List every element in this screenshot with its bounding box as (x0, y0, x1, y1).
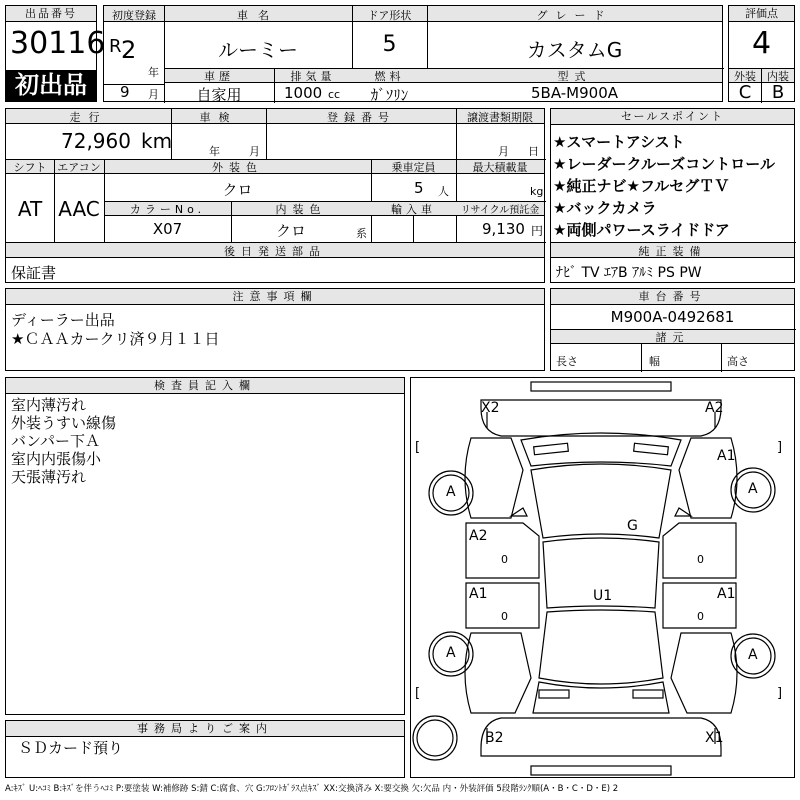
lot-section (5, 5, 106, 102)
bracket-right-top: ] (777, 440, 783, 455)
mark-x2: X2 (481, 400, 500, 416)
displacement-label: 排気量 (290, 70, 336, 83)
bracket-right-bottom: ] (777, 686, 783, 701)
mark-a1-left: A1 (469, 586, 488, 602)
capacity-label: 乗車定員 (391, 161, 436, 174)
history: 自家用 (196, 86, 242, 104)
note-line-1: ディーラー出品 (11, 311, 115, 329)
main-header-table (103, 5, 723, 102)
car-diagram-svg (411, 378, 794, 777)
height-label: 高さ (727, 355, 749, 368)
mileage-label: 走行 (69, 111, 108, 124)
equipment-label: 純正装備 (638, 245, 707, 258)
notes-label: 注意事項欄 (6, 289, 544, 305)
dimensions-label: 諸元 (655, 331, 690, 344)
zero-right-1: 0 (697, 553, 704, 566)
office-section (5, 720, 405, 778)
mark-b2: B2 (485, 730, 504, 746)
inspector-line-5: 天張薄汚れ (11, 468, 87, 486)
inspector-line-4: 室内内張傷小 (11, 450, 102, 468)
mark-u1: U1 (593, 588, 613, 604)
sales-point-3: ★純正ナビ★フルセグＴＶ (553, 177, 730, 195)
mark-a2-top: A2 (705, 400, 724, 416)
bracket-left-top: [ (415, 440, 421, 455)
month-unit: 月 (148, 88, 159, 101)
later-parts-label: 後日発送部品 (224, 245, 326, 258)
inspector-section (5, 377, 405, 715)
ext-label: 外装 (734, 70, 756, 83)
first-listing-badge (6, 70, 96, 101)
mark-tire-rr: A (748, 647, 758, 663)
score-label: 評価点 (729, 6, 794, 22)
first-listing-text: 初出品 (15, 71, 87, 99)
grade: カスタムG (526, 38, 623, 62)
int-color-label: 内装色 (275, 203, 327, 216)
grade-label: グレード (536, 9, 613, 22)
sales-point-2: ★レーダークルーズコントロール (553, 155, 775, 173)
sales-point-4: ★バックカメラ (553, 199, 657, 217)
mark-a2-left: A2 (469, 528, 488, 544)
mark-a1-right-top: A1 (717, 448, 736, 464)
mileage: 72,960 (61, 129, 131, 153)
int-color: クロ (275, 222, 306, 240)
sales-point-1: ★スマートアシスト (553, 133, 685, 151)
ac-label: エアコン (57, 161, 101, 174)
first-reg-label: 初度登録 (112, 9, 156, 22)
ac: AAC (58, 197, 100, 221)
year-number: 2 (121, 36, 137, 64)
shift-label: シフト (13, 161, 47, 174)
max-load-label: 最大積載量 (472, 161, 528, 174)
shift: AT (17, 197, 43, 221)
era: R (109, 36, 122, 57)
later-parts-value: 保証書 (11, 264, 57, 282)
model: 5BA-M900A (530, 84, 618, 102)
office-label: 事務局よりご案内 (6, 721, 404, 737)
int-color-unit: 系 (356, 227, 367, 240)
mark-x1: X1 (705, 730, 724, 746)
transfer-label: 譲渡書類期限 (467, 111, 533, 124)
mark-tire-rl: A (446, 645, 456, 661)
car-name: ルーミー (218, 38, 298, 62)
ext-color: クロ (222, 181, 253, 199)
mark-tire-fl: A (446, 484, 456, 500)
recycle-amount: 9,130 (482, 220, 525, 238)
vehicle-details-table (5, 108, 545, 283)
fuel: ｶﾞｿﾘﾝ (370, 86, 409, 104)
int-grade: B (771, 82, 785, 103)
bracket-left-bottom: [ (415, 686, 421, 701)
ext-color-label: 外装色 (212, 161, 263, 174)
chassis-number: M900A-0492681 (610, 308, 735, 326)
import-label: 輸入車 (391, 203, 436, 216)
trans-month-unit: 月 (498, 145, 509, 158)
history-label: 車歴 (204, 70, 234, 83)
model-label: 型式 (557, 70, 592, 83)
color-no-label: カラーNo. (129, 203, 206, 216)
year-unit: 年 (148, 66, 159, 79)
width-label: 幅 (649, 355, 660, 368)
trans-day-unit: 日 (528, 145, 539, 158)
mark-tire-fr: A (748, 481, 758, 497)
car-diagram (410, 377, 795, 778)
chassis-section (550, 288, 795, 371)
sales-points-label: セールスポイント (551, 109, 794, 125)
mark-g: G (627, 518, 638, 534)
office-value: ＳＤカード預り (18, 739, 124, 757)
mileage-unit: km (141, 129, 173, 153)
notes-section (5, 288, 545, 371)
length-label: 長さ (556, 355, 578, 368)
inspector-label: 検査員記入欄 (6, 378, 404, 394)
score-section (728, 5, 795, 102)
zero-right-2: 0 (697, 610, 704, 623)
fuel-label: 燃料 (374, 70, 405, 83)
zero-left-1: 0 (501, 553, 508, 566)
recycle-label: リサイクル預託金 (460, 205, 540, 216)
ext-grade: C (738, 82, 752, 103)
door-count: 5 (382, 32, 397, 57)
inspector-line-2: 外装うすい線傷 (11, 414, 117, 432)
displacement: 1000 (284, 84, 323, 102)
inspector-line-3: バンパー下Ａ (11, 432, 100, 450)
zero-left-2: 0 (501, 610, 508, 623)
car-name-label: 車名 (237, 9, 279, 22)
inspector-line-1: 室内薄汚れ (11, 396, 87, 414)
month-number: 9 (120, 83, 130, 101)
sales-point-5: ★両側パワースライドドア (553, 221, 730, 239)
equipment-value: ﾅﾋﾞ TV ｴｱB ｱﾙﾐ PS PW (556, 265, 702, 281)
color-no: X07 (152, 220, 183, 238)
int-label: 内装 (767, 70, 789, 83)
note-line-2: ★ＣＡＡカークリ済９月１１日 (11, 330, 220, 348)
mark-a1-right: A1 (717, 586, 736, 602)
inspection-label: 車検 (199, 111, 238, 124)
sales-points-section (550, 108, 795, 283)
max-load-unit: kg (530, 185, 544, 198)
lot-number: 30116 (10, 26, 106, 61)
capacity-unit: 人 (438, 185, 449, 198)
legend: A:ｷｽﾞ U:ﾍｺﾐ B:ｷｽﾞを伴うﾍｺﾐ P:要塗装 W:補修跡 S:錆 C:腐食、穴 G:ﾌﾛﾝﾄｶﾞﾗｽ点ｷｽﾞ XX:交換済み X:要交換 欠:欠品 内・外装評価 5段階ﾗﾝｸ順(A・B・C・D・E) 2 (5, 784, 619, 794)
reg-no-label: 登録番号 (327, 111, 395, 124)
lot-no-label: 出品番号 (6, 6, 96, 22)
recycle-unit: 円 (531, 224, 544, 238)
displacement-unit: cc (328, 88, 341, 101)
insp-month-unit: 月 (249, 145, 260, 158)
capacity: 5 (414, 179, 424, 197)
score: 4 (751, 26, 772, 61)
chassis-label: 車台番号 (551, 289, 794, 305)
insp-year-unit: 年 (209, 145, 220, 158)
door-label: ドア形状 (367, 9, 412, 22)
